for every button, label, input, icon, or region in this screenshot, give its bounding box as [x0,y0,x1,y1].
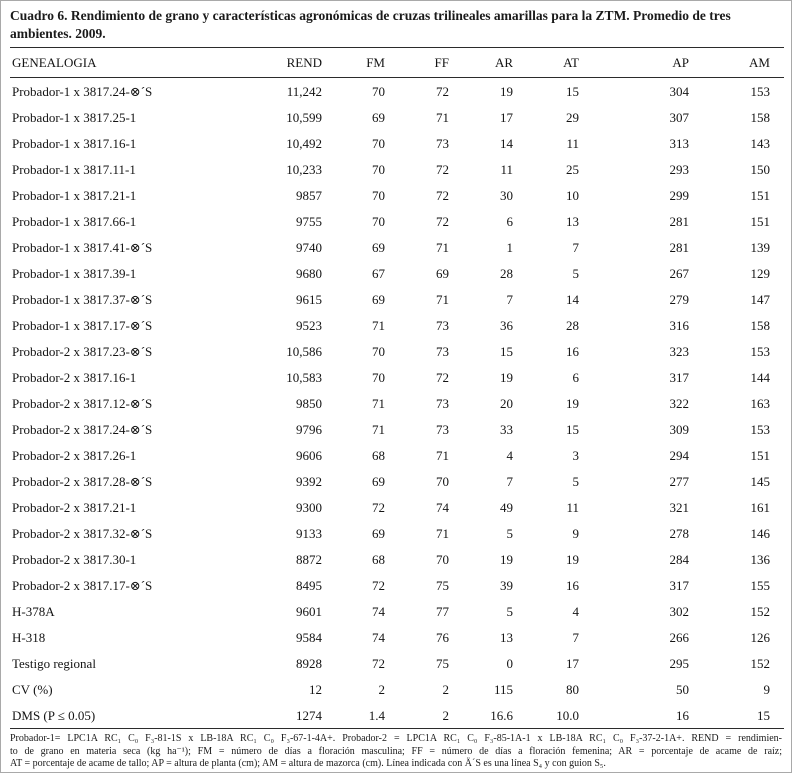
table-row [10,130,784,156]
value-cell: 153 [750,83,770,99]
data-table [10,47,784,729]
value-cell: 6 [572,369,579,385]
genealogy-cell: Probador-1 x 3817.11-1 [12,161,136,177]
value-cell: 4 [506,447,513,463]
value-cell: 12 [309,681,322,697]
value-cell: 70 [372,213,385,229]
value-cell: 126 [750,629,770,645]
value-cell: 10,599 [286,109,322,125]
value-cell: 293 [669,161,689,177]
value-cell: 153 [750,343,770,359]
value-cell: 19 [500,369,513,385]
value-cell: 4 [572,603,579,619]
value-cell: 15 [703,702,784,729]
column-header-fm: FM [336,48,399,78]
value-cell: 72 [436,213,449,229]
table-row [10,416,784,442]
value-cell: 16.6 [463,702,527,729]
value-cell: 151 [750,447,770,463]
value-cell: 70 [436,473,449,489]
value-cell: 70 [372,187,385,203]
genealogy-cell: Probador-1 x 3817.39-1 [12,265,137,281]
value-cell: 299 [669,187,689,203]
column-header-ar: AR [463,48,527,78]
value-cell: 71 [372,317,385,333]
value-cell: 71 [436,291,449,307]
value-cell: 70 [372,135,385,151]
value-cell: 9133 [296,525,322,541]
value-cell: 70 [372,83,385,99]
value-cell: 9 [572,525,579,541]
table-row [10,182,784,208]
value-cell: 151 [750,187,770,203]
value-cell: 9392 [296,473,322,489]
value-cell: 8872 [296,551,322,567]
genealogy-cell: Probador-1 x 3817.16-1 [12,135,137,151]
table-row [10,702,784,729]
table-row [10,104,784,130]
column-header-am: AM [703,48,784,78]
table-row [10,442,784,468]
genealogy-cell: Probador-1 x 3817.66-1 [12,213,137,229]
value-cell: 10,233 [286,161,322,177]
table-row [10,494,784,520]
value-cell: 74 [436,499,449,515]
value-cell: 279 [669,291,689,307]
value-cell: 10.0 [527,702,593,729]
column-header-ff: FF [399,48,463,78]
table-row [10,546,784,572]
value-cell: 72 [436,187,449,203]
genealogy-cell: Probador-1 x 3817.25-1 [12,109,137,125]
value-cell: 115 [493,681,513,697]
value-cell: 152 [750,655,770,671]
value-cell: 72 [436,83,449,99]
value-cell: 304 [669,83,689,99]
table-row [10,468,784,494]
table-row [10,156,784,182]
value-cell: 323 [669,343,689,359]
value-cell: 281 [669,213,689,229]
value-cell: 73 [436,343,449,359]
value-cell: 9 [763,681,770,697]
value-cell: 6 [506,213,513,229]
value-cell: 17 [566,655,579,671]
value-cell: 11 [500,161,513,177]
value-cell: 10,492 [286,135,322,151]
value-cell: 69 [372,473,385,489]
value-cell: 278 [669,525,689,541]
value-cell: 9796 [296,421,322,437]
table-row [10,390,784,416]
value-cell: 71 [436,525,449,541]
value-cell: 2 [399,702,463,729]
value-cell: 161 [750,499,770,515]
value-cell: 71 [436,109,449,125]
value-cell: 16 [593,702,703,729]
value-cell: 266 [669,629,689,645]
table-row [10,260,784,286]
value-cell: 316 [669,317,689,333]
footnote-line: to de grano en materia seca (kg ha⁻¹); FM = número de días a floración masculina; FF = número de días a floración femenina; AR = porcentaje de acame de raíz; [10,745,782,757]
value-cell: 143 [750,135,770,151]
value-cell: 17 [500,109,513,125]
genealogy-cell: Probador-1 x 3817.17-⊗´S [12,317,153,333]
genealogy-cell: Probador-1 x 3817.41-⊗´S [12,239,153,255]
value-cell: 39 [500,577,513,593]
value-cell: 5 [572,473,579,489]
value-cell: 136 [750,551,770,567]
table-row [10,676,784,702]
value-cell: 11 [566,499,579,515]
value-cell: 69 [372,239,385,255]
value-cell: 74 [372,603,385,619]
table-row [10,78,784,105]
value-cell: 73 [436,135,449,151]
genealogy-cell: H-378A [12,603,55,619]
value-cell: 70 [436,551,449,567]
value-cell: 50 [676,681,689,697]
value-cell: 0 [506,655,513,671]
value-cell: 9606 [296,447,322,463]
genealogy-cell: Probador-2 x 3817.16-1 [12,369,137,385]
genealogy-cell: Probador-1 x 3817.24-⊗´S [12,83,153,99]
table-row [10,624,784,650]
value-cell: 77 [436,603,449,619]
value-cell: 33 [500,421,513,437]
value-cell: 19 [566,551,579,567]
table-row [10,572,784,598]
value-cell: 74 [372,629,385,645]
value-cell: 72 [372,499,385,515]
genealogy-cell: Probador-2 x 3817.21-1 [12,499,137,515]
genealogy-cell: Probador-2 x 3817.30-1 [12,551,137,567]
genealogy-cell: DMS (P ≤ 0.05) [10,702,262,729]
table-row [10,338,784,364]
value-cell: 14 [500,135,513,151]
genealogy-cell: CV (%) [12,681,53,697]
value-cell: 16 [566,343,579,359]
value-cell: 284 [669,551,689,567]
genealogy-cell: Testigo regional [12,655,96,671]
value-cell: 75 [436,577,449,593]
value-cell: 9615 [296,291,322,307]
value-cell: 158 [750,109,770,125]
value-cell: 15 [500,343,513,359]
genealogy-cell: Probador-2 x 3817.28-⊗´S [12,473,153,489]
value-cell: 14 [566,291,579,307]
table-row [10,364,784,390]
value-cell: 295 [669,655,689,671]
value-cell: 9850 [296,395,322,411]
value-cell: 1274 [262,702,336,729]
value-cell: 307 [669,109,689,125]
value-cell: 72 [436,369,449,385]
value-cell: 69 [372,525,385,541]
value-cell: 36 [500,317,513,333]
value-cell: 145 [750,473,770,489]
column-header-rend: REND [262,48,336,78]
value-cell: 313 [669,135,689,151]
value-cell: 49 [500,499,513,515]
value-cell: 15 [566,83,579,99]
value-cell: 16 [566,577,579,593]
value-cell: 69 [372,109,385,125]
value-cell: 68 [372,551,385,567]
value-cell: 163 [750,395,770,411]
column-header-ap: AP [593,48,703,78]
value-cell: 73 [436,317,449,333]
value-cell: 7 [506,291,513,307]
value-cell: 69 [372,291,385,307]
value-cell: 71 [372,395,385,411]
value-cell: 28 [500,265,513,281]
value-cell: 322 [669,395,689,411]
table-row [10,598,784,624]
table-title: Cuadro 6. Rendimiento de grano y características agronómicas de cruzas trilineales amarillas para la ZTM. Promedio de tres ambientes. 2009. [10,8,731,41]
genealogy-cell: Probador-2 x 3817.26-1 [12,447,137,463]
value-cell: 75 [436,655,449,671]
value-cell: 317 [669,577,689,593]
value-cell: 309 [669,421,689,437]
column-header-at: AT [527,48,593,78]
value-cell: 302 [669,603,689,619]
value-cell: 317 [669,369,689,385]
value-cell: 76 [436,629,449,645]
value-cell: 70 [372,343,385,359]
value-cell: 267 [669,265,689,281]
table-footnote [10,733,782,771]
value-cell: 8495 [296,577,322,593]
value-cell: 9300 [296,499,322,515]
value-cell: 151 [750,213,770,229]
value-cell: 10,586 [286,343,322,359]
value-cell: 7 [506,473,513,489]
value-cell: 9857 [296,187,322,203]
value-cell: 321 [669,499,689,515]
value-cell: 9740 [296,239,322,255]
value-cell: 155 [750,577,770,593]
value-cell: 73 [436,421,449,437]
header-row [10,48,784,78]
value-cell: 70 [372,369,385,385]
value-cell: 2 [442,681,449,697]
value-cell: 9523 [296,317,322,333]
genealogy-cell: Probador-2 x 3817.12-⊗´S [12,395,153,411]
table-row [10,650,784,676]
genealogy-cell: Probador-1 x 3817.21-1 [12,187,137,203]
value-cell: 2 [378,681,385,697]
value-cell: 19 [500,551,513,567]
value-cell: 68 [372,447,385,463]
value-cell: 158 [750,317,770,333]
value-cell: 69 [436,265,449,281]
value-cell: 29 [566,109,579,125]
value-cell: 11 [566,135,579,151]
value-cell: 30 [500,187,513,203]
value-cell: 25 [566,161,579,177]
genealogy-cell: Probador-2 x 3817.23-⊗´S [12,343,153,359]
value-cell: 71 [436,447,449,463]
value-cell: 80 [566,681,579,697]
value-cell: 5 [506,603,513,619]
value-cell: 15 [566,421,579,437]
value-cell: 1.4 [336,702,399,729]
value-cell: 72 [372,655,385,671]
value-cell: 281 [669,239,689,255]
genealogy-cell: Probador-2 x 3817.24-⊗´S [12,421,153,437]
footnote-line: Probador-1= LPC1A RC₁ C₀ F₃-81-1S x LB-18A RC₁ C₀ F₃-67-1-4A+. Probador-2 = LPC1A RC₁ C₀ F₃-85-1A-1 x LB-18A RC₁ C₀ F₃-37-2-1A+. REND = rendimien- [10,733,782,744]
table-header [10,48,784,78]
value-cell: 147 [750,291,770,307]
column-header-genealogia: GENEALOGIA [10,48,262,78]
value-cell: 13 [500,629,513,645]
table-row [10,208,784,234]
genealogy-cell: Probador-1 x 3817.37-⊗´S [12,291,153,307]
value-cell: 1 [506,239,513,255]
value-cell: 72 [436,161,449,177]
value-cell: 5 [572,265,579,281]
value-cell: 20 [500,395,513,411]
value-cell: 71 [372,421,385,437]
table-row [10,312,784,338]
table-body [10,78,784,729]
genealogy-cell: Probador-2 x 3817.17-⊗´S [12,577,153,593]
value-cell: 71 [436,239,449,255]
value-cell: 9755 [296,213,322,229]
value-cell: 294 [669,447,689,463]
value-cell: 7 [572,629,579,645]
value-cell: 19 [566,395,579,411]
genealogy-cell: H-318 [12,629,46,645]
value-cell: 72 [372,577,385,593]
value-cell: 10 [566,187,579,203]
value-cell: 153 [750,421,770,437]
value-cell: 5 [506,525,513,541]
value-cell: 9680 [296,265,322,281]
value-cell: 7 [572,239,579,255]
value-cell: 67 [372,265,385,281]
value-cell: 9584 [296,629,322,645]
value-cell: 28 [566,317,579,333]
value-cell: 152 [750,603,770,619]
footnote-line: AT = porcentaje de acame de tallo; AP = altura de planta (cm); AM = altura de mazorca (cm). Línea indicada con Ä´S es una línea S₄ y con guion S₅. [10,758,606,769]
value-cell: 277 [669,473,689,489]
genealogy-cell: Probador-2 x 3817.32-⊗´S [12,525,153,541]
value-cell: 8928 [296,655,322,671]
value-cell: 3 [572,447,579,463]
value-cell: 19 [500,83,513,99]
value-cell: 150 [750,161,770,177]
value-cell: 146 [750,525,770,541]
value-cell: 11,242 [286,83,322,99]
table-row [10,286,784,312]
table-row [10,234,784,260]
table-row [10,520,784,546]
value-cell: 129 [750,265,770,281]
value-cell: 10,583 [286,369,322,385]
value-cell: 73 [436,395,449,411]
value-cell: 70 [372,161,385,177]
value-cell: 9601 [296,603,322,619]
value-cell: 139 [750,239,770,255]
value-cell: 13 [566,213,579,229]
value-cell: 144 [750,369,770,385]
